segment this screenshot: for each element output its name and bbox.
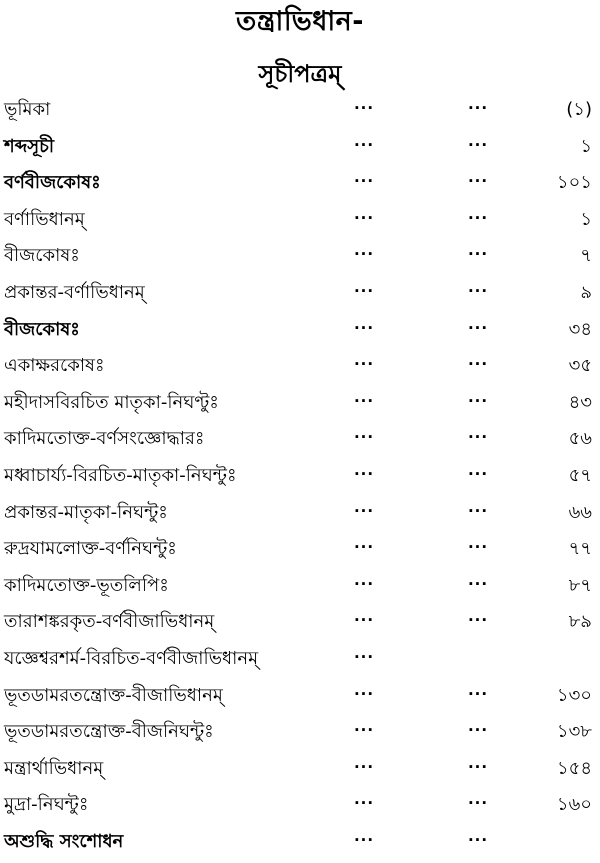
toc-page-number: (১) [566,99,592,120]
toc-entry [0,166,600,202]
toc-leader-dots: ··· [467,391,489,410]
toc-entry [0,386,600,422]
toc-entry [0,788,600,824]
toc-leader-dots: ··· [467,684,489,703]
toc-leader-dots: ··· [353,428,375,447]
toc-page-number: ১ [580,135,592,157]
toc-entry-title: তারাশঙ্করকৃত-বর্ণবীজাভিধানম্ [4,611,215,633]
toc-entry [0,459,600,495]
toc-leader-dots: ··· [353,721,375,740]
toc-leader-dots: ··· [353,794,375,813]
toc-page-number: ১০১ [556,172,592,194]
toc-page-number: ৯ [580,282,592,303]
toc-page-number: ১৫৪ [556,757,592,779]
toc-entry-title: মহীদাসবিরচিত মাতৃকা-নিঘণ্টুঃ [4,391,219,413]
toc-leader-dots: ··· [467,135,489,154]
toc-entry-title: শব্দসূচী [4,135,55,157]
toc-page-number: ৭ [580,245,592,267]
page-title: তন্ত্রাভিধান- [236,6,364,37]
toc-entry [0,313,600,349]
toc-leader-dots: ··· [353,391,375,410]
toc-page-number: ৭৭ [568,538,592,560]
toc-page-number: ৩৫ [568,355,592,377]
toc-entry-title: ভূতডামরতন্ত্রোক্ত-বীজাভিধানম্ [4,684,223,706]
toc-page-number: ১৬০ [556,794,592,816]
toc-entry [0,679,600,715]
toc-page-number: ১৩০ [556,684,592,706]
toc-entry [0,605,600,641]
toc-entry [0,569,600,605]
toc-page-number: ৮৭ [568,574,592,596]
toc-entry-title: বর্ণবীজকোষঃ [4,172,101,194]
toc-entry-title: কাদিমতোক্ত-ভূতলিপিঃ [4,574,169,596]
toc-leader-dots: ··· [467,574,489,593]
toc-leader-dots: ··· [353,611,375,630]
toc-entry-title: ভূতডামরতন্ত্রোক্ত-বীজনিঘন্টুঃ [4,721,214,743]
toc-leader-dots: ··· [467,721,489,740]
toc-leader-dots: ··· [467,428,489,447]
toc-page-number: ৪৩ [568,391,592,413]
toc-entry [0,130,600,166]
toc-entry-title: কাদিমতোক্ত-বর্ণসংজ্ঞোদ্ধারঃ [4,428,205,450]
toc-leader-dots: ··· [353,648,375,666]
toc-leader-dots: ··· [353,282,375,300]
toc-leader-dots: ··· [467,245,489,264]
toc-leader-dots: ··· [353,501,375,520]
toc-leader-dots: ··· [353,757,375,776]
toc-page-number: ১৩৮ [556,721,592,743]
page-subtitle: সূচীপত্রম্ [258,60,342,88]
toc-entry-title: প্রকান্তর-বর্ণাভিধানম্ [4,282,145,303]
toc-leader-dots: ··· [353,208,375,227]
toc-entry-title: ভূমিকা [4,99,51,120]
toc-leader-dots: ··· [353,684,375,703]
toc-entry [0,715,600,751]
toc-entry [0,422,600,458]
toc-entry [0,532,600,568]
toc-entry-title: বীজকোষঃ [4,245,80,267]
toc-entry-title: রুদ্রযামলোক্ত-বর্ণনিঘন্টুঃ [4,538,177,560]
toc-leader-dots: ··· [353,245,375,264]
toc-leader-dots: ··· [467,611,489,630]
toc-entry [0,825,600,861]
toc-entry-title: একাক্ষরকোষঃ [4,355,105,377]
toc-entry-title: বীজকোষঃ [4,318,80,340]
toc-entry [0,203,600,239]
toc-entry-title: প্রকান্তর-মাতৃকা-নিঘন্টুঃ [4,501,168,523]
toc-leader-dots: ··· [353,172,375,191]
toc-leader-dots: ··· [467,465,489,483]
toc-page-number: ৮৯ [568,611,592,633]
toc-entry [0,642,600,678]
toc-page-number: ৫৭ [568,465,592,486]
toc-leader-dots: ··· [467,794,489,813]
toc-entry-title: মধ্বাচার্য্য-বিরচিত-মাতৃকা-নিঘন্টুঃ [4,465,237,486]
toc-leader-dots: ··· [467,355,489,374]
toc-leader-dots: ··· [353,355,375,374]
toc-leader-dots: ··· [467,538,489,557]
toc-entry-title: অশুদ্ধি সংশোধন [4,831,124,852]
toc-leader-dots: ··· [353,831,375,849]
toc-leader-dots: ··· [467,172,489,191]
toc-leader-dots: ··· [353,465,375,483]
toc-leader-dots: ··· [467,208,489,227]
toc-entry [0,239,600,275]
toc-page-number: ১ [580,208,592,230]
toc-page-number: ৫৬ [568,428,592,450]
toc-entry [0,496,600,532]
toc-leader-dots: ··· [467,282,489,300]
toc-entry-title: মন্ত্রার্থাভিধানম্ [4,757,104,779]
toc-entry-title: যজ্ঞেশ্বরশর্ম-বিরচিত-বর্ণবীজাভিধানম্ [4,648,259,669]
toc-leader-dots: ··· [353,99,375,117]
toc-leader-dots: ··· [467,501,489,520]
toc-entry-title: বর্ণাভিধানম্ [4,208,85,230]
toc-leader-dots: ··· [353,574,375,593]
toc-entry-title: মুদ্রা-নিঘন্টুঃ [4,794,89,816]
toc-entry [0,752,600,788]
toc-entry [0,349,600,385]
toc-leader-dots: ··· [353,538,375,557]
toc-page-number: ৬৬ [568,501,592,523]
toc-leader-dots: ··· [467,831,489,849]
toc-leader-dots: ··· [353,135,375,154]
toc-leader-dots: ··· [467,318,489,337]
toc-leader-dots: ··· [467,99,489,117]
toc-page-number: ৩৪ [568,318,592,340]
toc-entry [0,93,600,129]
toc-leader-dots: ··· [467,757,489,776]
toc-entry [0,276,600,312]
table-of-contents [0,93,600,863]
toc-leader-dots: ··· [353,318,375,337]
